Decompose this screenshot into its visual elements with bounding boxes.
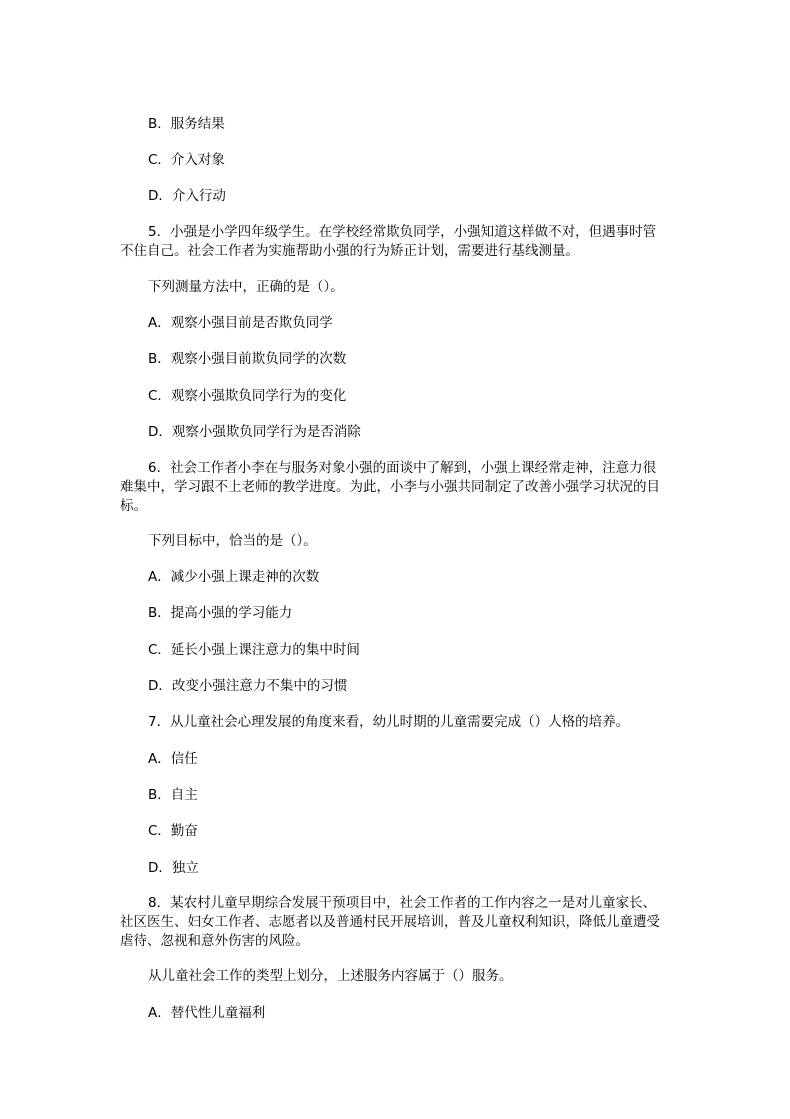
question-6-prompt: 下列目标中，恰当的是（）。 [148, 533, 317, 549]
option-b-service-result: B．服务结果 [148, 116, 225, 132]
question-8: 8．某农村儿童早期综合发展干预项目中，社会工作者的工作内容之一是对儿童家长、社区医生、妇女工作者、志愿者以及普通村民开展培训，普及儿童权利知识，降低儿童遭受虐待、忽视和意外伤害的风险。 [120, 895, 660, 949]
q7-option-c: C．勤奋 [148, 823, 198, 839]
option-d-intervention-action: D．介入行动 [148, 188, 226, 204]
question-6: 6．社会工作者小李在与服务对象小强的面谈中了解到，小强上课经常走神，注意力很难集中，学习跟不上老师的教学进度。为此，小李与小强共同制定了改善小强学习状况的目标。 [120, 460, 660, 514]
q7-option-a: A．信任 [148, 751, 198, 767]
q8-option-a: A．替代性儿童福利 [148, 1005, 266, 1021]
question-8-prompt: 从儿童社会工作的类型上划分，上述服务内容属于（）服务。 [148, 968, 513, 984]
question-5-prompt: 下列测量方法中，正确的是（）。 [148, 279, 344, 295]
q7-option-d: D．独立 [148, 860, 199, 876]
q5-option-b: B．观察小强目前欺负同学的次数 [148, 351, 347, 367]
question-7: 7．从儿童社会心理发展的角度来看，幼儿时期的儿童需要完成（）人格的培养。 [148, 714, 630, 730]
q5-option-d: D．观察小强欺负同学行为是否消除 [148, 424, 361, 440]
q5-option-c: C．观察小强欺负同学行为的变化 [148, 388, 347, 404]
q7-option-b: B．自主 [148, 787, 198, 803]
q6-option-c: C．延长小强上课注意力的集中时间 [148, 642, 360, 658]
q5-option-a: A．观察小强目前是否欺负同学 [148, 315, 333, 331]
question-5: 5．小强是小学四年级学生。在学校经常欺负同学，小强知道这样做不对，但遇事时管不住自己。社会工作者为实施帮助小强的行为矫正计划，需要进行基线测量。 [120, 224, 657, 259]
q6-option-d: D．改变小强注意力不集中的习惯 [148, 678, 348, 694]
q6-option-b: B．提高小强的学习能力 [148, 605, 293, 621]
option-c-intervention-target: C．介入对象 [148, 152, 225, 168]
q6-option-a: A．减少小强上课走神的次数 [148, 569, 320, 585]
